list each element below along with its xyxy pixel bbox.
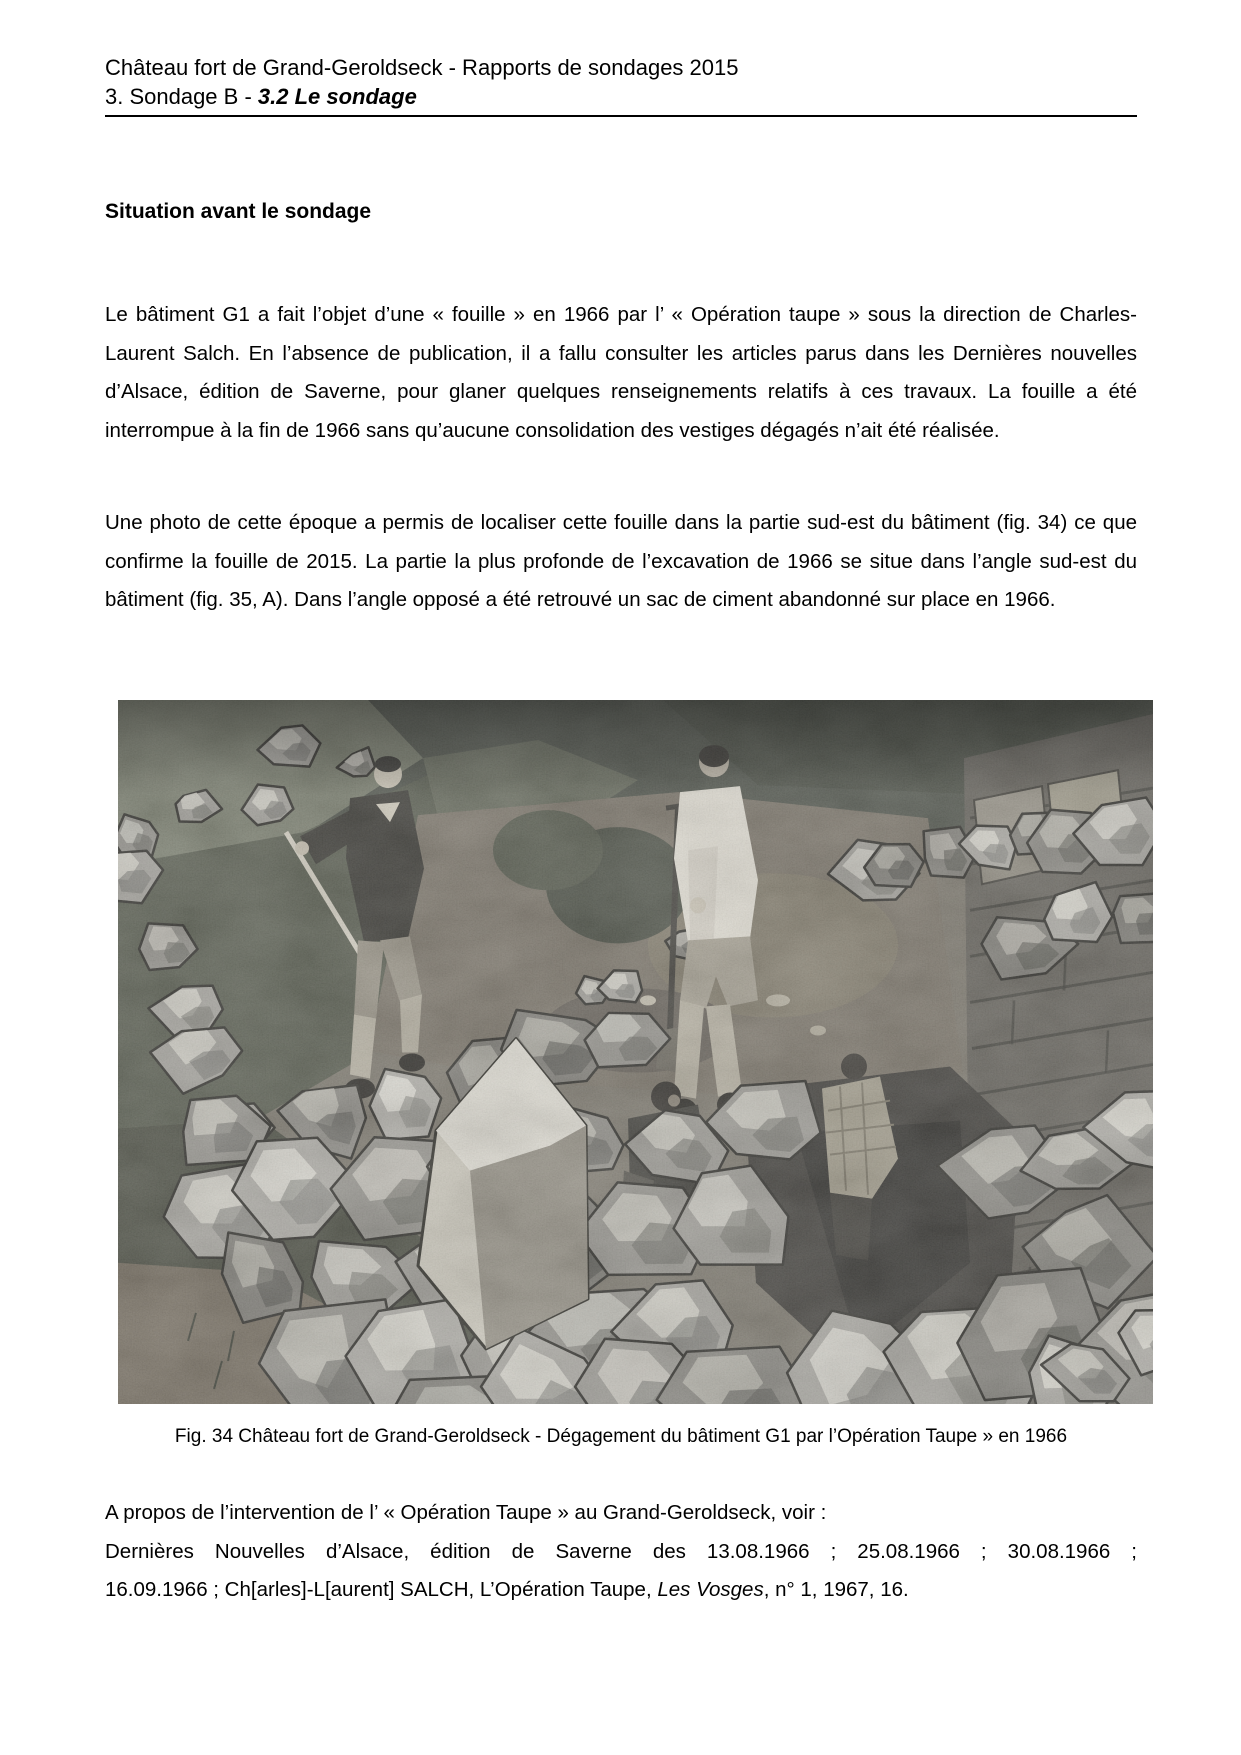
references-line-2: Dernières Nouvelles d’Alsace, édition de Saverne des 13.08.1966 ; 25.08.1966 ; 30.08.1966 ; xyxy=(105,1539,1137,1563)
references-line-3-prefix: 16.09.1966 ; Ch[arles]-L[aurent] SALCH, L’Opération Taupe, xyxy=(105,1578,658,1602)
paragraph-2: Une photo de cette époque a permis de localiser cette fouille dans la partie sud-est du bâtiment (fig. 34) ce que confirme la fouille de 2015. La partie la plus profonde de l’excavation de 1966 se situe dans l’angle sud-est du bâtiment (fig. 35, A). Dans l’angle opposé a été retrouvé un sac de ciment abandonné sur place en 1966. xyxy=(105,511,1137,612)
figure-34-photo xyxy=(118,700,1153,1404)
references-line-1: A propos de l’intervention de l’ « Opération Taupe » au Grand-Geroldseck, voir : xyxy=(105,1501,827,1524)
references-line-3-suffix: , n° 1, 1967, 16. xyxy=(763,1578,909,1602)
photo-grain-overlay xyxy=(118,700,1153,1404)
references-line-3 xyxy=(105,1571,1137,1610)
paragraph-1: Le bâtiment G1 a fait l’objet d’une « fouille » en 1966 par l’ « Opération taupe » sous la direction de Charles-Laurent Salch. En l’absence de publication, il a fallu consulter les articles parus dans les Dernières nouvelles d’Alsace, édition de Saverne, pour glaner quelques renseignements relatifs à ces travaux. La fouille a été interrompue à la fin de 1966 sans qu’aucune consolidation des vestiges dégagés n’ait été réalisée. xyxy=(105,303,1137,442)
header-line-2-section: 3.2 Le sondage xyxy=(257,84,417,109)
page-header xyxy=(105,53,1137,117)
references-journal-title: Les Vosges xyxy=(657,1578,764,1602)
section-heading: Situation avant le sondage xyxy=(105,200,372,223)
photo-top-shade xyxy=(118,700,1153,795)
header-line-1: Château fort de Grand-Geroldseck - Rapports de sondages 2015 xyxy=(105,55,739,80)
excavation-photo xyxy=(118,700,1153,1404)
figure-caption: Fig. 34 Château fort de Grand-Geroldseck - Dégagement du bâtiment G1 par l’Opération Taupe » en 1966 xyxy=(174,1426,1068,1447)
header-rule xyxy=(105,115,1137,117)
references-block xyxy=(105,1494,1137,1610)
header-line-2-prefix: 3. Sondage B - xyxy=(105,84,258,109)
header-line-2 xyxy=(105,82,1137,111)
